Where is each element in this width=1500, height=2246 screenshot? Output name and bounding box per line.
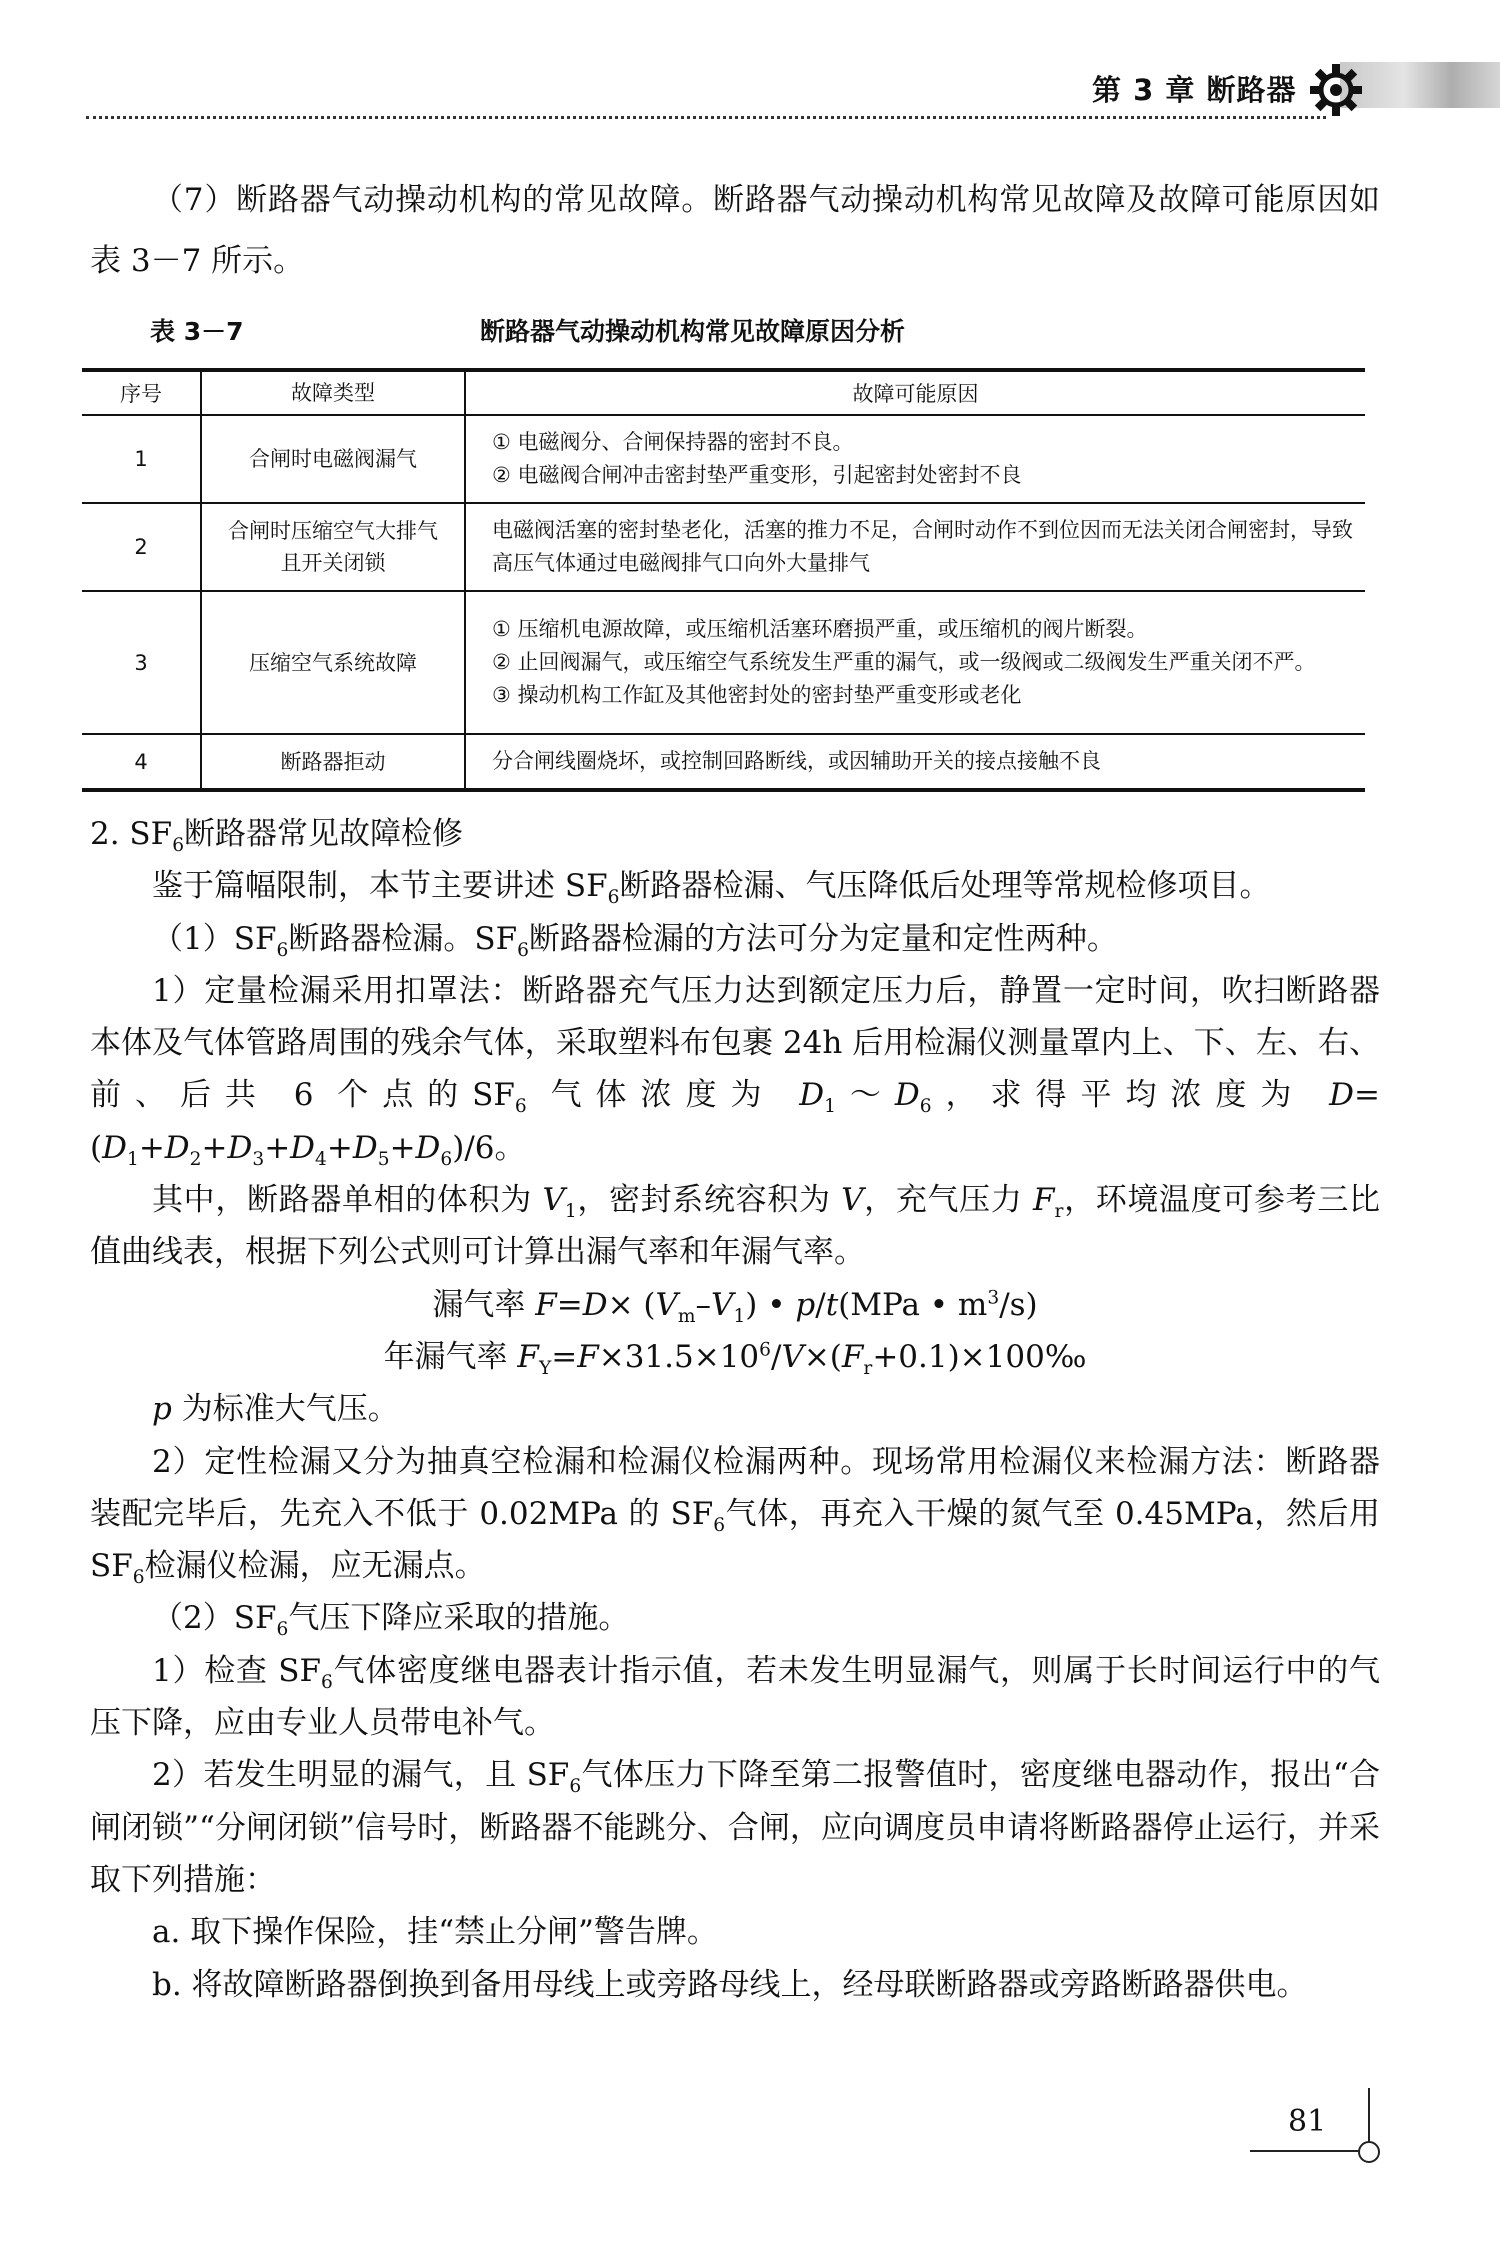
text-run: 6 xyxy=(276,1619,289,1641)
text-run: 6 xyxy=(132,1567,145,1589)
row-number: 1 xyxy=(82,415,201,503)
text-run: 3 xyxy=(987,1287,1000,1309)
text-run: 1 xyxy=(564,1201,577,1223)
text-run: + xyxy=(326,1129,353,1166)
fault-cause: 电磁阀活塞的密封垫老化，活塞的推力不足，合闸时动作不到位因而无法关闭合闸密封，导致高压气体通过电磁阀排气口向外大量排气 xyxy=(492,518,1353,575)
text-run: a. 取下操作保险，挂“禁止分闸”警告牌。 xyxy=(152,1914,718,1951)
text-run: 1 xyxy=(824,1096,836,1118)
fault-type-line: 合闸时压缩空气大排气 xyxy=(228,519,438,543)
fault-type-line: 断路器拒动 xyxy=(280,749,386,774)
fault-causes xyxy=(465,415,1365,503)
fault-causes xyxy=(465,503,1365,591)
text-run: 断路器常见故障检修 xyxy=(184,816,464,852)
text-run: 2 xyxy=(189,1148,202,1170)
text-run: F xyxy=(517,1338,539,1375)
text-run: 其中，断路器单相的体积为 xyxy=(152,1182,543,1219)
paragraph xyxy=(90,1749,1380,1906)
text-run: V xyxy=(841,1182,864,1219)
text-run: / xyxy=(770,1338,782,1375)
paragraph xyxy=(90,1436,1380,1593)
fault-cause: 分合闸线圈烧坏，或控制回路断线，或因辅助开关的接点接触不良 xyxy=(492,749,1101,773)
intro-text: （7）断路器气动操动机构的常见故障。断路器气动操动机构常见故障及故障可能原因如表 3－7 所示。 xyxy=(90,182,1380,279)
text-run: – xyxy=(695,1286,712,1323)
text-run: D xyxy=(102,1129,127,1166)
page-number: 81 xyxy=(1288,2104,1327,2139)
text-run: D xyxy=(290,1129,316,1166)
paragraph xyxy=(90,1906,1380,1958)
text-run: F xyxy=(1033,1182,1055,1219)
text-run: D xyxy=(352,1129,378,1166)
text-run: 1）检查 SF xyxy=(152,1652,321,1689)
fault-cause: ② 止回阀漏气，或压缩空气系统发生严重的漏气，或一级阀或二级阀发生严重关闭不严。 xyxy=(492,650,1316,674)
fault-causes xyxy=(465,591,1365,734)
text-run: （2）SF xyxy=(152,1600,277,1637)
text-run: F xyxy=(841,1338,864,1375)
header-type: 故障类型 xyxy=(201,370,465,415)
text-run: 2）定性检漏又分为抽真空检漏和检漏仪检漏两种。现场常用检漏仪来检漏方法：断路器装配完毕后，先充入不低于 0.02MPa 的 SF xyxy=(90,1443,1380,1532)
text-run: Y xyxy=(538,1358,552,1380)
paragraph xyxy=(90,1959,1380,2011)
text-run: 1）定量检漏采用扣罩法：断路器充气压力达到额定压力后，静置一定时间，吹扫断路器本体及气体管路周围的残余气体，采取塑料布包裹 24h 后用检漏仪测量罩内上、下、左、右、前、后共 6 个点的SF xyxy=(90,972,1380,1114)
text-run: 6 xyxy=(569,1776,582,1798)
table-row xyxy=(82,591,1365,734)
formula xyxy=(90,1279,1380,1331)
text-run: /s) xyxy=(999,1286,1038,1323)
text-run: 6 xyxy=(321,1671,333,1693)
text-run: t xyxy=(825,1286,839,1323)
text-run: D xyxy=(227,1129,253,1166)
text-run: ，环境温度可参考三比值曲线表，根据下列公式则可计算出漏气率和年漏气率。 xyxy=(90,1182,1381,1271)
page-number-rule xyxy=(1250,2150,1370,2152)
text-run: r xyxy=(863,1358,873,1380)
text-run: 6 xyxy=(276,939,289,961)
text-run: + xyxy=(264,1129,291,1166)
header-no: 序号 xyxy=(82,370,201,415)
text-run: 6 xyxy=(440,1148,453,1170)
paragraph xyxy=(90,1645,1380,1750)
text-run: D xyxy=(894,1077,920,1114)
text-run: m xyxy=(677,1305,696,1327)
header-cause: 故障可能原因 xyxy=(465,370,1365,415)
text-run: 2）若发生明显的漏气，且 SF xyxy=(152,1757,570,1794)
text-run: = ( xyxy=(90,1077,1380,1166)
paragraph xyxy=(90,913,1380,965)
text-run: 气体，再充入干燥的氮气至 0.45MPa，然后用 SF xyxy=(90,1495,1380,1585)
text-run: 1 xyxy=(126,1148,139,1170)
header-dotted-rule xyxy=(86,116,1326,119)
fault-type-line: 合闸时电磁阀漏气 xyxy=(249,447,417,471)
text-run: r xyxy=(1054,1201,1064,1223)
text-run: 气体密度继电器表计指示值，若未发生明显漏气，则属于长时间运行中的气压下降，应由专业人员带电补气。 xyxy=(90,1652,1381,1742)
fault-table xyxy=(82,368,1365,792)
fault-type-line: 压缩空气系统故障 xyxy=(249,650,417,675)
text-run: V xyxy=(542,1182,565,1219)
text-run: 断路器检漏。SF xyxy=(288,920,518,957)
text-run: V xyxy=(711,1286,734,1323)
text-run: = xyxy=(551,1338,578,1375)
fault-causes xyxy=(465,734,1365,790)
text-run: 气压下降应采取的措施。 xyxy=(288,1600,630,1637)
text-run: + xyxy=(138,1129,165,1166)
text-run: 年漏气率 xyxy=(383,1338,518,1375)
header-decorative-band xyxy=(1340,62,1500,108)
text-run: ) • xyxy=(745,1286,796,1323)
row-number: 3 xyxy=(82,591,201,734)
table-row xyxy=(82,503,1365,591)
text-run: + xyxy=(389,1129,416,1166)
text-run: 6 xyxy=(517,939,529,961)
text-run: + xyxy=(201,1129,228,1166)
row-number: 2 xyxy=(82,503,201,591)
page-number-ornament xyxy=(1358,2141,1380,2163)
text-run: 为标准大气压。 xyxy=(171,1391,399,1428)
text-run: +0.1)×100‰ xyxy=(872,1338,1087,1375)
text-run: （1）SF xyxy=(152,920,277,957)
text-run: ，求得平均浓度为 xyxy=(931,1077,1330,1114)
paragraph xyxy=(90,808,1380,860)
body-text xyxy=(90,808,1380,2011)
text-run: / xyxy=(815,1286,826,1323)
text-run: ×( xyxy=(803,1338,842,1375)
text-run: D xyxy=(164,1129,190,1166)
text-run: 6 xyxy=(172,835,185,857)
text-run: p xyxy=(795,1286,816,1323)
text-run: 断路器检漏的方法可分为定量和定性两种。 xyxy=(528,920,1118,957)
fault-cause: ① 压缩机电源故障，或压缩机活塞环磨损严重，或压缩机的阀片断裂。 xyxy=(492,617,1148,641)
text-run: × ( xyxy=(607,1286,656,1323)
text-run: b. 将故障断路器倒换到备用母线上或旁路母线上，经母联断路器或旁路断路器供电。 xyxy=(152,1966,1308,2003)
text-run: 5 xyxy=(377,1148,390,1170)
text-run: 气体压力下降至第二报警值时，密度继电器动作，报出“合闸闭锁”“分闸闭锁”信号时，断路器不能跳分、合闸，应向调度员申请将断路器停止运行，并采取下列措施： xyxy=(90,1757,1380,1898)
text-run: D xyxy=(1329,1077,1355,1114)
text-run: 6 xyxy=(514,1096,527,1118)
gear-icon xyxy=(1308,62,1364,118)
fault-type xyxy=(201,591,465,734)
text-run: D xyxy=(799,1077,825,1114)
text-run: 6 xyxy=(713,1515,726,1537)
text-run: (MPa • m xyxy=(838,1286,988,1323)
paragraph xyxy=(90,1383,1380,1435)
paragraph xyxy=(90,860,1380,912)
table-title: 断路器气动操动机构常见故障原因分析 xyxy=(480,317,906,346)
text-run: 断路器检漏、气压降低后处理等常规检修项目。 xyxy=(619,868,1271,905)
text-run: 6 xyxy=(919,1096,932,1118)
paragraph xyxy=(90,965,1380,1174)
text-run: ，充气压力 xyxy=(863,1182,1033,1219)
table-header-row xyxy=(82,370,1365,415)
intro-paragraph xyxy=(90,170,1380,292)
text-run: ×31.5×10 xyxy=(598,1338,760,1375)
text-run: 漏气率 xyxy=(432,1286,536,1323)
text-run: = xyxy=(556,1286,583,1323)
text-run: 检漏仪检漏，应无漏点。 xyxy=(144,1548,486,1585)
text-run: 鉴于篇幅限制，本节主要讲述 SF xyxy=(152,868,608,905)
table-row xyxy=(82,415,1365,503)
text-run: ，密封系统容积为 xyxy=(576,1182,842,1219)
fault-type xyxy=(201,415,465,503)
paragraph xyxy=(90,1174,1380,1279)
text-run: 2. SF xyxy=(90,816,173,852)
text-run: F xyxy=(577,1338,599,1375)
fault-cause: ① 电磁阀分、合闸保持器的密封不良。 xyxy=(492,430,854,454)
fault-type-line: 且开关闭锁 xyxy=(280,551,386,575)
text-run: 6 xyxy=(607,887,620,909)
table-number: 表 3－7 xyxy=(150,317,244,346)
chapter-header: 第 3 章 断路器 xyxy=(1092,73,1297,107)
text-run: ～ xyxy=(835,1077,895,1114)
text-run: 3 xyxy=(252,1148,265,1170)
text-run: 气体浓度为 xyxy=(526,1077,800,1114)
text-run: p xyxy=(152,1391,172,1428)
table-row xyxy=(82,734,1365,790)
fault-type xyxy=(201,503,465,591)
fault-cause: ③ 操动机构工作缸及其他密封处的密封垫严重变形或老化 xyxy=(492,683,1022,707)
text-run: 4 xyxy=(315,1148,327,1170)
text-run: )/6。 xyxy=(452,1129,526,1166)
text-run: 1 xyxy=(733,1305,746,1327)
paragraph xyxy=(90,1592,1380,1644)
fault-type xyxy=(201,734,465,790)
formula xyxy=(90,1331,1380,1383)
text-run: 6 xyxy=(759,1339,771,1361)
fault-cause: ② 电磁阀合闸冲击密封垫严重变形，引起密封处密封不良 xyxy=(492,463,1022,487)
text-run: D xyxy=(415,1129,441,1166)
text-run: D xyxy=(582,1286,608,1323)
text-run: V xyxy=(781,1338,804,1375)
row-number: 4 xyxy=(82,734,201,790)
text-run: V xyxy=(655,1286,678,1323)
text-run: F xyxy=(535,1286,557,1323)
